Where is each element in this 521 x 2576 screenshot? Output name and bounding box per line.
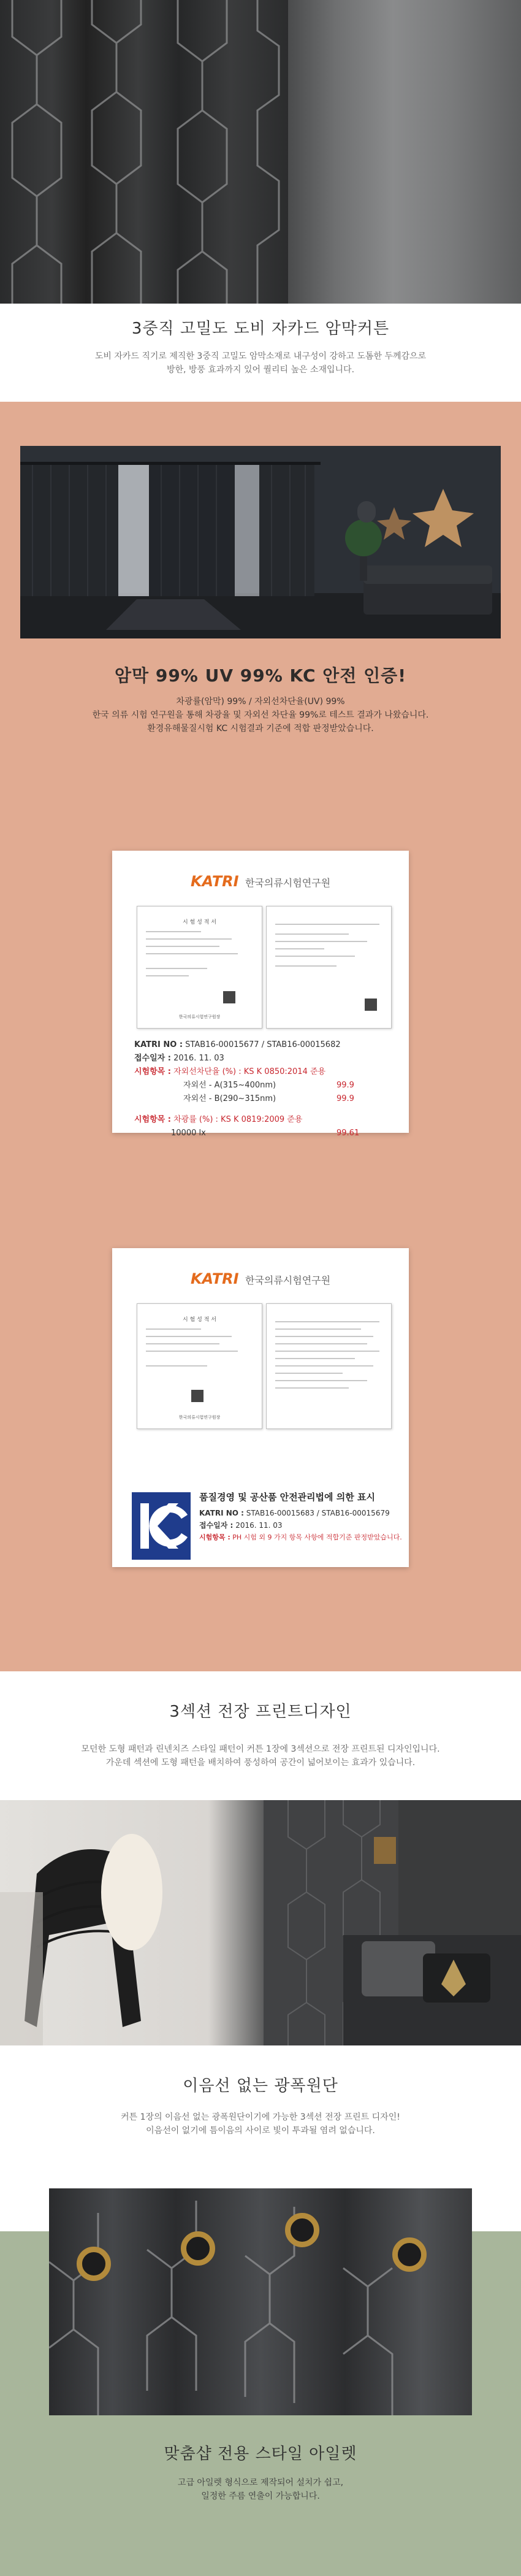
curtain-hero-image	[0, 0, 521, 304]
kc-details: 품질경영 및 공산품 안전관리법에 의한 표시 KATRI NO : STAB16-00015683 / STAB16-00015679 접수일자 : 2016. 11. 03 시험항목 : PH 시험 외 9 가지 항목 사항에 적합기준 판정받았습니다.	[199, 1492, 402, 1541]
dark-room-photo	[20, 446, 501, 638]
section-description: 고급 아일렛 형식으로 제작되어 설치가 쉽고, 일정한 주름 연출이 가능합니다.	[177, 2478, 344, 2501]
section-three-section-print	[0, 1699, 521, 1769]
test-report-document: 시 험 성 적 서 한국의류시험연구원장	[137, 1303, 262, 1429]
certification-title: 암막 99% UV 99% KC 안전 인증!	[115, 665, 406, 686]
section-title: 3섹션 전장 프린트디자인	[169, 1703, 352, 1721]
eyelet-ring	[392, 2237, 427, 2272]
section-eyelet	[0, 2441, 521, 2503]
test-report-document-2	[266, 1303, 392, 1429]
section-description: 커튼 1장의 이음선 없는 광폭원단이기에 가능한 3섹션 전장 프린트 디자인! 이음선이 없기에 틈이음의 사이로 빛이 투과될 염려 없습니다.	[121, 2112, 400, 2136]
chair-curtain-photo	[0, 1800, 521, 2045]
geometric-pattern	[0, 0, 288, 304]
kc-certification-mark	[132, 1492, 191, 1560]
katri-certificate-card-kc	[112, 1248, 409, 1567]
section-title: 맞춤샵 전용 스타일 아일렛	[164, 2445, 357, 2463]
katri-certificate-card-uv	[112, 851, 409, 1138]
eyelet-ring	[181, 2231, 215, 2266]
certification-description: 차광률(암막) 99% / 자외선차단율(UV) 99% 한국 의류 시험 연구원을 통해 차광율 및 자외선 차단율 99%로 테스트 결과가 나왔습니다. 환경유해물질시험 KC 시험결과 기준에 적합 판정받았습니다.	[92, 697, 429, 734]
test-report-document-2	[266, 906, 392, 1029]
section-wide-fabric	[0, 2073, 521, 2137]
section-title: 3중직 고밀도 도비 자카드 암막커튼	[131, 320, 390, 338]
section-description: 도비 자카드 직기로 제직한 3중직 고밀도 암막소재로 내구성이 강하고 도톰한 두께감으로 방한, 방풍 효과까지 있어 퀄리티 높은 소재입니다.	[94, 351, 427, 375]
katri-logo: KATRI 한국의류시험연구원	[190, 873, 331, 890]
eyelet-curtain-photo	[49, 2188, 472, 2415]
section-title: 이음선 없는 광폭원단	[183, 2077, 338, 2095]
section-description: 모던한 도형 패턴과 린넨치즈 스타일 패턴이 커튼 1장에 3섹션으로 전장 프린트된 디자인입니다. 가운데 섹션에 도형 패턴을 배치하여 풍성하여 공간이 넓어보이는 효과가 있습니다.	[81, 1744, 440, 1768]
certificate-details: KATRI NO : STAB16-00015677 / STAB16-00015682 접수일자 : 2016. 11. 03 시험항목 : 자외선차단율 (%) : KS K 0850:2014 준용 자외선 - A(315~400nm) 99.9 자외선 - B(290~315nm) 99.9 시험항목 : 차광률 (%) : KS K 0819:2009 준용 10000 lx 99.61	[134, 1040, 360, 1138]
certification-section	[0, 402, 521, 1671]
eyelet-ring	[77, 2247, 111, 2281]
section-blackout-jacquard	[0, 316, 521, 377]
eyelet-ring	[285, 2213, 319, 2247]
katri-logo: KATRI 한국의류시험연구원	[190, 1270, 331, 1287]
test-report-document: 시 험 성 적 서 한국의류시험연구원장	[137, 906, 262, 1029]
